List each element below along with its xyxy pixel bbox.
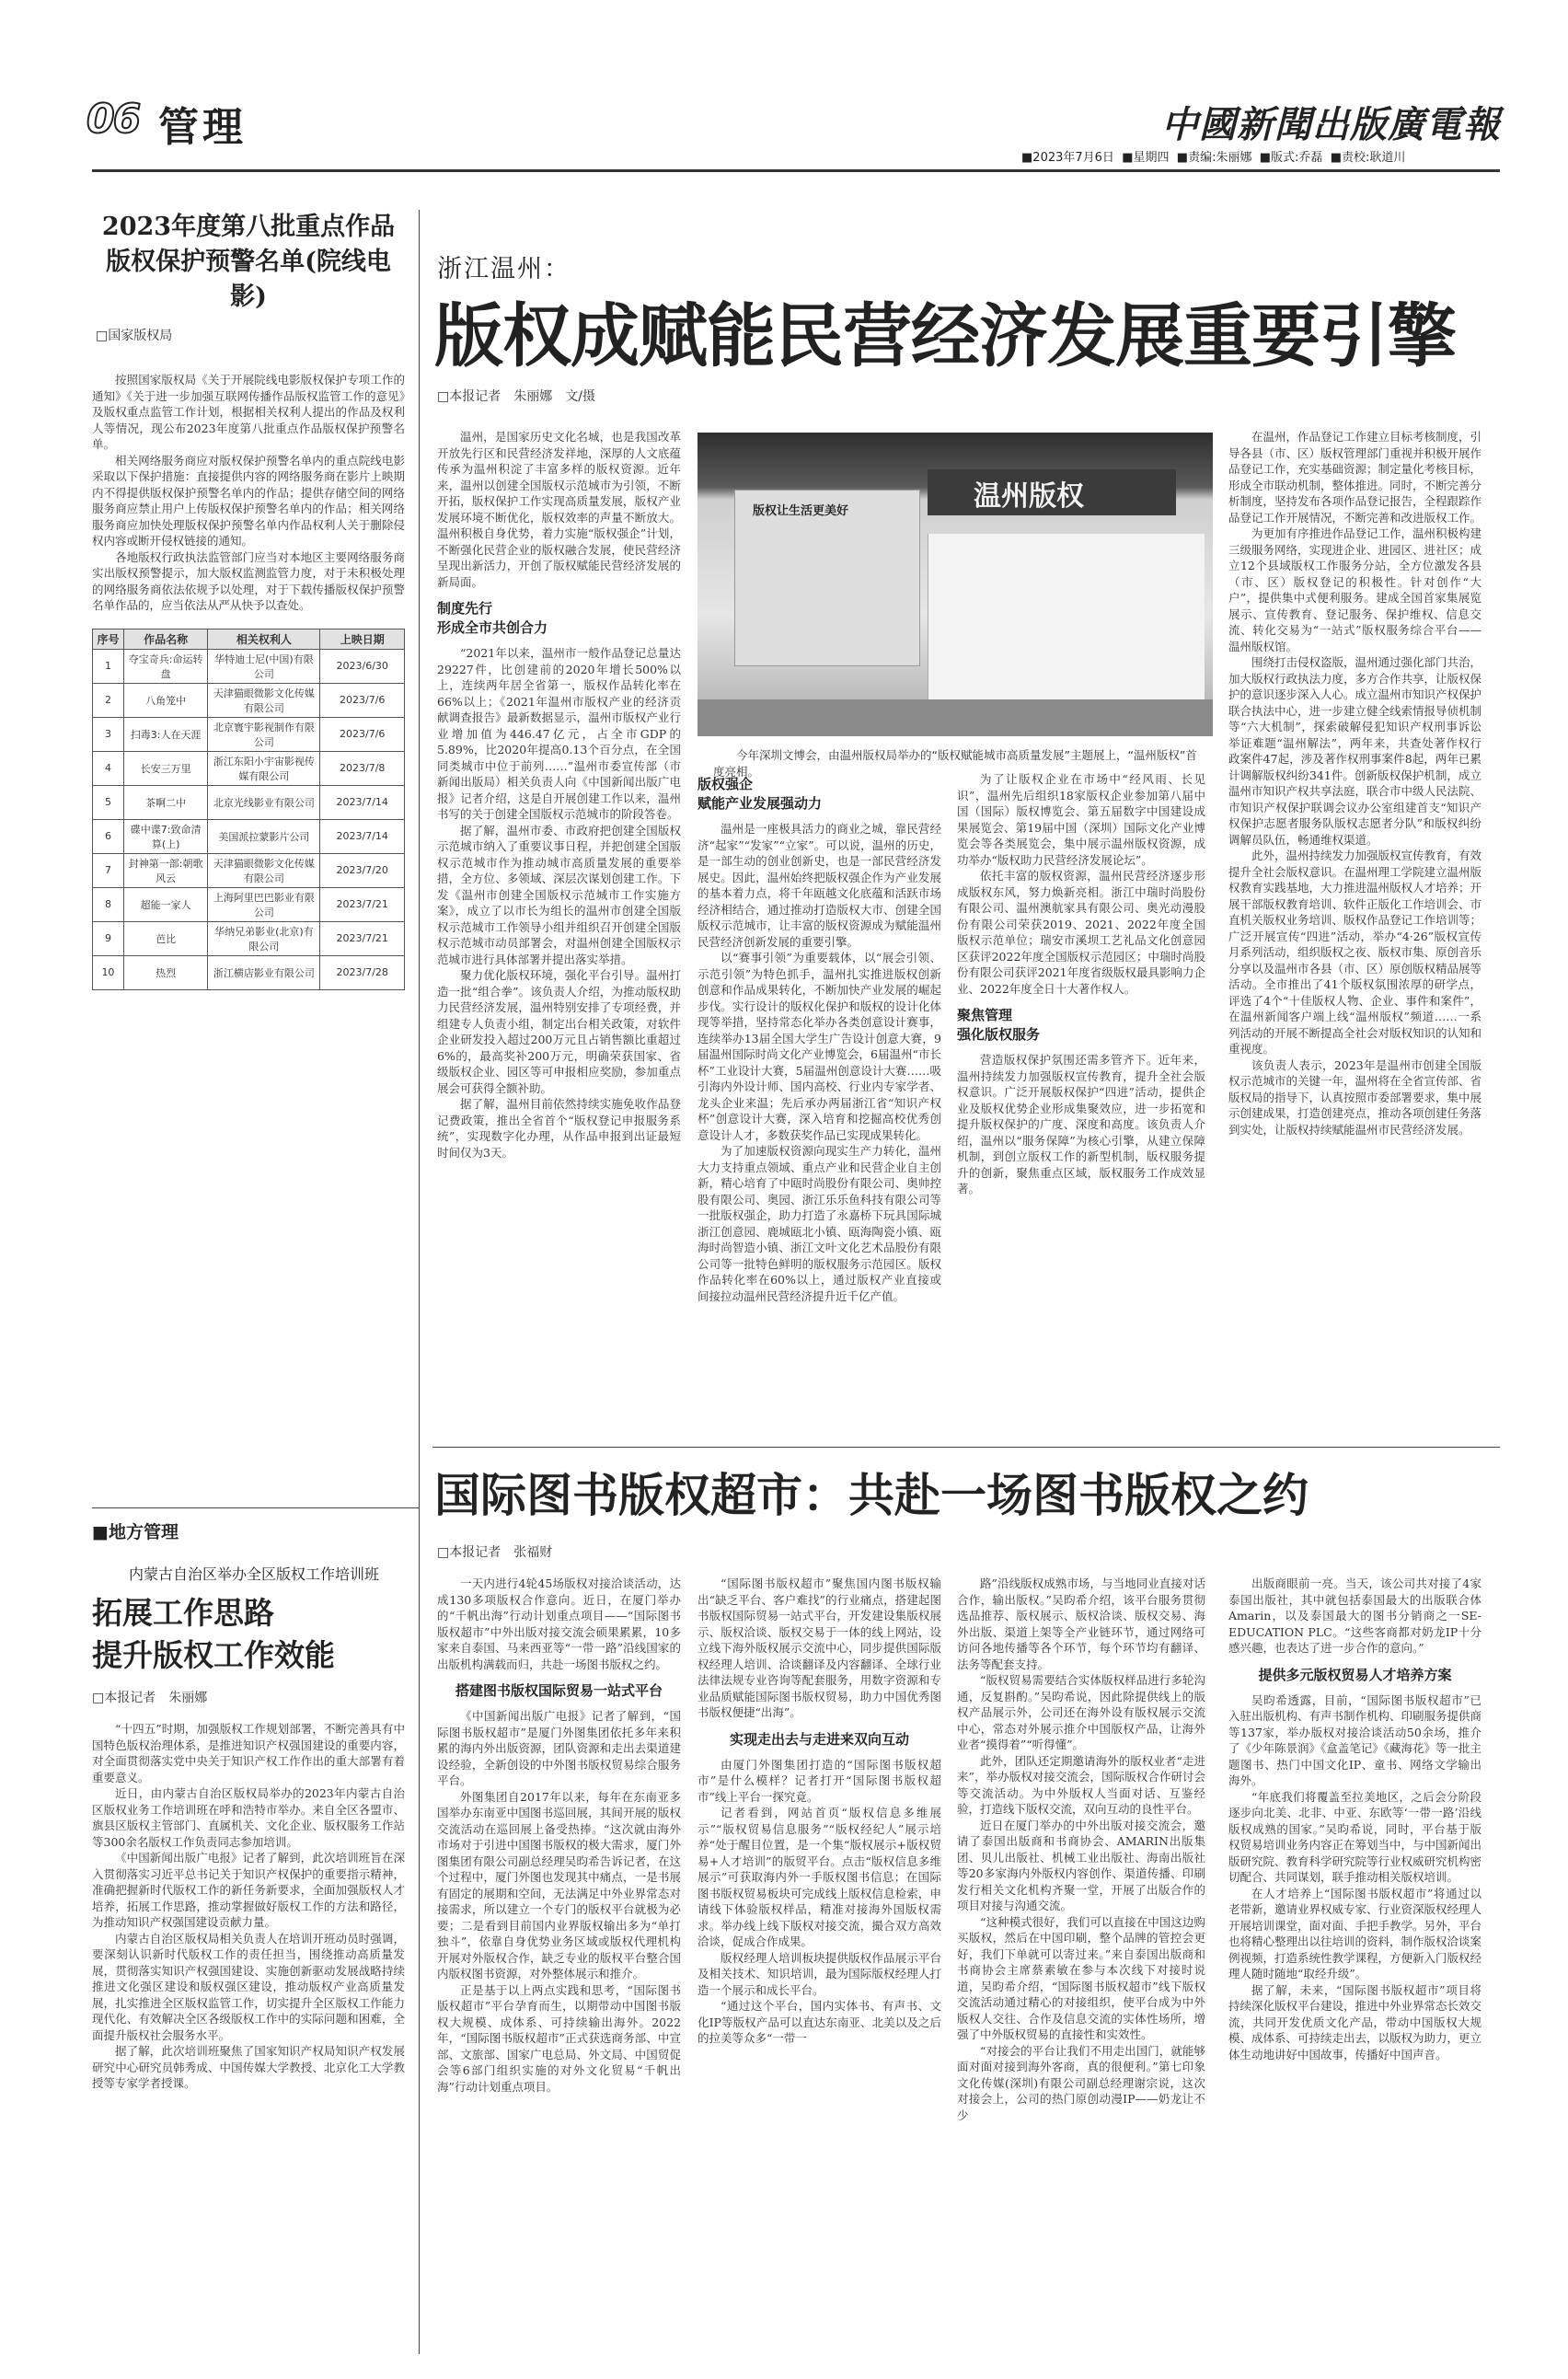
local-kicker: 内蒙古自治区举办全区版权工作培训班 [129,1565,380,1583]
table-row: 5 茶啊二中 北京光线影业有限公司 2023/7/14 [93,785,405,819]
square-bullet-icon: ■ [1330,151,1342,165]
issue-date: 2023年7月6日 [1032,151,1114,165]
books-col-4: 出版商眼前一亮。当天，该公司共对接了4家泰国出版社，其中就包括泰国最大的出版联合体Amarin，以及泰国最大的图书分销商之一SE-EDUCATION PLC。“这些客商都对奶龙IP十分感兴趣，也表达了进一步合作的意向。” 提供多元版权贸易人才培养方案 吴昀希透露，目前，“国际图书版权超市”已入驻出版机构、有声书制作机构、印刷服务提供商等137家，举办版权对接洽谈活动50余场，推介了《少年陈景润》《盒盖笔记》《藏海花》等一批主题图书、热门中国文化IP、童书、网络文学输出海外。 “年底我们将覆盖至拉美地区，之后会分阶段逐步向北美、北非、中亚、东欧等‘一带一路’沿线版权成熟的国家。”吴昀希说，同时，平台基于版权贸易培训业务内容正在筹划当中，与中国新闻出版研究院、教育科学研究院等行业权威研究机构密切配合、共同谋划，联手推动相关版权培训。 在人才培养上“国际图书版权超市”将通过以老带新，邀请业界权威专家、行业资深版权经理人开展培训课堂，面对面、手把手教学。另外，平台也将精心整理出以往培训的资料，制作版权洽谈案例视频，打造系统性教学课程，方便新入门版权经理人随时随地“取经升级”。 据了解，未来，“国际图书版权超市”项目将持续深化版权平台建设，推进中外业界常态长效交流，共同开发优质文化产品，带动中国版权大规模、成体系、可持续走出去，以版权为助力，更立体生动地讲好中国故事，传播好中国声音。 [1228,1576,1482,2061]
table-row: 7 封神第一部:朝歌风云 天津猫眼微影文化传媒有限公司 2023/7/20 [93,853,405,887]
table-row: 2 八角笼中 天津猫眼微影文化传媒有限公司 2023/7/6 [93,683,405,717]
column-header: 序号 [93,629,124,649]
wenzhou-byline: □本报记者 朱丽娜 文/摄 [437,389,595,404]
subheading: 聚焦管理 强化版权服务 [957,1007,1041,1043]
square-bullet-icon: ■ [1176,151,1189,165]
subheading: 提供多元版权贸易人才培养方案 [1258,1666,1452,1683]
wenzhou-kicker: 浙江温州： [437,255,571,283]
table-row: 9 芭比 华纳兄弟影业(北京)有限公司 2023/7/21 [93,921,405,955]
table-row: 1 夺宝奇兵:命运转盘 华特迪士尼(中国)有限公司 2023/6/30 [93,649,405,683]
booth-sign-text: 温州版权 [974,480,1084,513]
books-title: 国际图书版权超市：共赴一场图书版权之约 [434,1468,1309,1522]
wenzhou-col-2: 版权强企 赋能产业发展强动力 温州是一座极具活力的商业之城，靠民营经济“起家”“发家”“立家”。可以说，温州的历史，是一部生动的创业创新史，也是一部民营经济发展史。因此，温州始终把版权强企作为产业发展的基本着力点，将千年瓯越文化底蕴和活跃市场经济相结合，通过推动打造版权大市、创建全国版权示范城市，让丰富的版权资源成为赋能温州民营经济创新发展的重要引擎。 以“赛事引领”为重要载体，以“展会引领、示范引领”为特色抓手，温州扎实推进版权创新创意和作品成果转化，不断加快产业发展的崛起步伐。实行设计的版权化保护和版权的设计化体现等举措，坚持常态化举办各类创意设计赛事，连续举办13届全国大学生广告设计创意大赛，9届温州国际时尚文化产业博览会，6届温州“市长杯”工业设计大赛，5届温州创意设计大赛……吸引海内外设计师、国内高校、行业内专家学者、龙头企业来温；先后承办两届浙江省“知识产权杯”创意设计大赛，深入培育和挖掘高校优秀创意设计人才，多数获奖作品已实现成果转化。 为了加速版权资源向现实生产力转化，温州大力支持重点领域、重点产业和民营企业自主创新，精心培育了中瓯时尚股份有限公司、奥帅控股有限公司、奥园、浙江乐乐鱼科技有限公司等一批版权强企，助力打造了永嘉桥下玩具国际城浙江创意园、鹿城瓯北小镇、瓯海陶瓷小镇、瓯海时尚智造小镇、浙江文叶文化艺术品股份有限公司等一批特色鲜明的版权服务示范园区。版权作品转化率在60%以上，通过版权产业直接或间接拉动温州民营经济提升近千亿产值。 [698,776,941,1303]
column-divider [419,210,420,2354]
table-row: 4 长安三万里 浙江东阳小宇宙影视传媒有限公司 2023/7/8 [93,751,405,785]
local-body: “十四五”时期，加强版权工作规划部署，不断完善具有中国特色版权治理体系，是推进知识产权强国建设的重要内容，对全面贯彻落实党中央关于知识产权工作作出的重大部署有着重要意义。 近日，由内蒙古自治区版权局举办的2023年内蒙古自治区版权业务工作培训班在呼和浩特市举办。来自全区各盟市、旗县区版权主管部门、直属机关、文化企业、版权服务工作站等300余名版权工作负责同志参加培训。 《中国新闻出版广电报》记者了解到，此次培训班旨在深入贯彻落实习近平总书记关于知识产权保护的重要指示精神，准确把握新时代版权工作的新任务新要求，全面加强版权人才培养，拓展工作思路，推动掌握做好版权工作的方法和路径，为推动知识产权强国建设贡献力量。 内蒙古自治区版权局相关负责人在培训开班动员时强调，要深刻认识新时代版权工作的责任担当，围绕推动高质量发展，贯彻落实知识产权强国建设、实施创新驱动发展战略持续推进文化强区建设和版权强区建设，推动版权产业高质量发展，扎实推进全区版权监管工作，切实提升全区版权工作能力现代化、有效解决全区各级版权工作中的实际问题和困难，全面提升版权社会服务水平。 据了解，此次培训班聚焦了国家知识产权局知识产权发展研究中心研究员韩秀成、中国传媒大学教授、北京化工大学教授等专家学者授课。 [92,1722,405,2090]
warning-list-article [92,210,405,990]
table-row: 3 扫毒3:人在天涯 北京寰宇影视制作有限公司 2023/7/6 [93,717,405,751]
table-row: 10 热烈 浙江横店影业有限公司 2023/7/28 [93,955,405,989]
masthead-rule [92,169,1500,172]
issue-weekday: 星期四 [1133,151,1170,165]
subheading: 版权强企 赋能产业发展强动力 [698,776,823,812]
wenzhou-intro: 温州，是国家历史文化名城，也是我国改革开放先行区和民营经济发祥地，深厚的人文底蕴传承为温州积淀了丰富多样的版权资源。近年来，温州以创建全国版权示范城市为引领，不断开拓，版权保护工作实现高质量发展，版权产业发展环境不断优化，版权效率的声量不断放大。温州积极自身优势，着力实施“版权强企”计划，不断强化民营企业的版权融合发展，使民营经济呈现出新活力，开创了版权赋能民营经济发展的新局面。 制度先行 形成全市共创合力 “2021年以来，温州市一般作品登记总量达29227件，比创建前的2020年增长500%以上，连续两年居全省第一，版权作品转化率在66%以上；《2021年温州市版权产业的经济贡献调查报告》最新数据显示，温州市版权产业行业增加值为446.47亿元，占全市GDP的5.89%，比2020年提高0.13个百分点，在全国同类城市中位于前列……”温州市委宣传部（市新闻出版局）相关负责人向《中国新闻出版广电报》记者介绍，这是自开展创建工作以来，温州书写的关于创建全国版权示范城市的阶段答卷。 据了解，温州市委、市政府把创建全国版权示范城市纳入了重要议事日程，并把创建全国版权示范城市作为推动城市高质量发展的重要举措，全方位、多领域、深层次谋划创建工作。下发《温州市创建全国版权示范城市工作实施方案》，成立了以市长为组长的温州市创建全国版权示范城市工作领导小组并组织召开创建全国版权示范城市动员部署会，对温州创建全国版权示范城市进行具体部署并提出落实举措。 聚力优化版权环境，强化平台引导。温州打造一批“组合拳”。该负责人介绍，为推动版权助力民营经济发展，温州特别安排了专项经费，并组建专人负责小组，制定出台相关政策，对软件企业研发投入超过200万元且占销售额比重超过6%的，最高奖补200万元，明确荣获国家、省级版权企业、园区等可申报相应奖励，参加重点展会可获得全额补助。 据了解，温州目前依然持续实施免收作品登记费政策，推出全省首个“版权登记申报服务系统”，实现数字化办理，从作品申报到出证最短时间仅为3天。 [437,430,681,1160]
exhibition-photo [698,433,1213,736]
square-bullet-icon: ■ [1122,151,1134,165]
wenzhou-col-4: 在温州，作品登记工作建立目标考核制度，引导各县（市、区）版权管理部门重视并积极开展作品登记工作，充实基础资源；制定量化考核目标，形成全市联动机制，整体推进。同时，不断完善分析制度，坚持发布各项作品登记报告，全程跟踪作品登记工作开展情况，不断完善和改进版权工作。 为更加有序推进作品登记工作，温州积极构建三级服务网络，实现进企业、进园区、进社区；成立12个县域版权工作服务分站，全方位激发各县（市、区）版权登记的积极性。针对创作“大户”，提供集中式便利服务。建成全国首家集展览展示、宣传教育、登记服务、保护维权、信息交流、转化交易为“一站式”版权服务综合平台——温州版权馆。 围绕打击侵权盗版，温州通过强化部门共治，加大版权行政执法力度，多方合作共享，让版权保护的意识逐步深入人心。成立温州市知识产权保护联合执法中心，进一步建立健全线索情报导侦机制等“六大机制”，探索破解侵犯知识产权刑事诉讼举证难题“温州解法”，两年来，共查处著作权行政案件47起，涉及著作权刑事案件8起，两年已累计调解版权纠纷341件。创新版权保护机制，成立温州市知识产权共享法庭，联合市中级人民法院、市知识产权保护联调会议办公室组建首支“知识产权保护志愿者服务队版权志愿者分队”和版权纠纷调解员队伍，畅通维权渠道。 此外，温州持续发力加强版权宣传教育，有效提升全社会版权意识。在温州理工学院建立温州版权教育实践基地，大力推进温州版权人才培养；开展干部版权教育培训、软件正版化工作培训会、市直机关版权业务培训、版权作品登记工作培训等；广泛开展宣传“四进”活动，举办“4·26”版权宣传月系列活动，组织版权之夜、版权市集、原创音乐分享以及温州市各县（市、区）原创版权精品展等活动。全市推出了41个版权氛围浓厚的研学点，评选了4个“十佳版权人物、企业、事件和案件”，在温州新闻客户端上线“温州版权”频道……一系列活动的开展不断提高全社会对版权知识的认知和重视度。 该负责人表示，2023年是温州市创建全国版权示范城市的关键一年，温州将在全省宣传部、省版权局的指导下，认真按照市委部署要求，集中展示创建成果，打造创建亮点，推动各项创建任务落到实处，让版权持续赋能温州市民营经济发展。 [1228,430,1482,1137]
subheading: 制度先行 形成全市共创合力 [437,600,548,636]
section-divider [92,1507,419,1508]
subheading: 实现走出去与走进来双向互动 [729,1730,909,1748]
section-title: 管理 [158,104,247,151]
column-header: 相关权利人 [208,629,320,649]
booth-banner-text: 版权让生活更美好 [753,504,849,518]
column-label: ■地方管理 [92,1522,179,1542]
local-title: 拓展工作思路 提升版权工作效能 [92,1595,335,1673]
books-byline: □本报记者 张福财 [437,1545,553,1560]
books-col-1: 一天内进行4轮45场版权对接洽谈活动，达成130多项版权合作意向。近日，在厦门举办的“千帆出海”行动计划重点项目——“国际图书版权超市”中外出版对接交流会硕果累累，10多家来自泰国、马来西亚等“一带一路”沿线国家的出版机构满载而归，共赴一场图书版权之约。 搭建图书版权国际贸易一站式平台 《中国新闻出版广电报》记者了解到，“国际图书版权超市”是厦门外图集团依托多年来积累的海内外出版资源，团队资源和走出去渠道建设经验，全新创设的中外图书版权贸易综合服务平台。 外图集团自2017年以来，每年在东南亚多国举办东南亚中国图书巡回展，其间开展的版权交流活动在巡回展上备受热捧。“这次就由海外市场对于引进中国图书版权的极大需求，厦门外图集团有限公司副总经理吴昀希告诉记者，在这个过程中，厦门外图也发现其中痛点，一是书展有固定的展期和空间，无法满足中外业界常态对接需求，所以建立一个专门的版权平台就极为必要；二是看到目前国内业界版权输出多为“单打独斗”，依靠自身优势业务区域或版权代理机构开展对外版权合作，缺乏专业的版权平台整合国内版权图书资源，对外整体展示和推介。 正是基于以上两点实践和思考，“国际图书版权超市”平台孕育而生，以期带动中国图书版权大规模、成体系、可持续输出海外。2022年，“国际图书版权超市”正式获选商务部、中宣部、文旅部、国家广电总局、外文局、中国贸促会等6部门组织实施的对外文化贸易“千帆出海”行动计划重点项目。 [437,1576,681,2094]
paper-name-logo: 中國新聞出版廣電報 [1161,103,1501,146]
warning-list-title: 2023年度第八批重点作品 版权保护预警名单(院线电影) [101,213,396,311]
booth-counter [928,534,1205,699]
proofreader-credit: 责校:耿道川 [1341,151,1406,165]
column-header: 上映日期 [320,629,405,649]
column-header: 作品名称 [123,629,208,649]
books-col-3: 路”沿线版权成熟市场，与当地同业直接对话合作，输出版权。”吴昀希介绍，该平台服务贯彻选品推荐、版权展示、版权洽谈、版权交易、海外出版、渠道上架等全产业链环节，通过网络可访问各地传播等各个环节，每个环节均有翻译、法务等配套支持。 “版权贸易需要结合实体版权样品进行多轮沟通，反复斟酌。”吴昀希说，因此除提供线上的版权产品展示外，公司还在海外设有版权展示交流中心，常态对外展示推介中国版权产品，让海外业者“摸得着”“听得懂”。 此外，团队还定期邀请海外的版权业者“走进来”，举办版权对接交流会，国际版权合作研讨会等交流活动。为中外版权人当面对话、互鉴经验，打造线下版权交流，双向互动的良性平台。 近日在厦门举办的中外出版对接交流会，邀请了泰国出版商和书商协会、AMARIN出版集团、贝儿出版社、机械工业出版社、海南出版社等20多家海内外版权内容创作、渠道传播、印刷发行相关文化机构齐聚一堂，开展了出版合作的项目对接与沟通交流。 “这种模式很好，我们可以直接在中国这边购买版权，然后在中国印刷，整个品牌的管控会更好，我们下单就可以寄过来。”来自泰国出版商和书商协会主席蔡素敏在参与本次线下对接时说道，吴昀希介绍，“国际图书版权超市”线下版权交流活动通过精心的对接组织，使平台成为中外版权人交往、合作及信息交流的实体性场所，增强了中外版权贸易的直接性和实效性。 “对接会的平台让我们不用走出国门，就能够面对面对接到海外客商，真的很便利。”第七印象文化传媒(深圳)有限公司副总经理谢宗说，这次对接会上，公司的热门原创动漫IP——奶龙让不少 [957,1576,1205,2122]
local-management-article [92,1519,405,2092]
books-col-2: “国际图书版权超市”聚焦国内图书版权输出“缺乏平台、客户难找”的行业痛点，搭建起图书版权国际贸易一站式平台，开发建设集版权展示、版权洽谈、版权交易于一体的线上网站，设立线下海外版权展示交流中心，同步提供国际版权经理人培训、洽谈翻译及内容翻译、全球行业法律法规专业咨询等配套服务，用数字资源和专业品质赋能国际图书版权贸易，助力中国优秀图书版权便捷“出海”。 实现走出去与走进来双向互动 由厦门外图集团打造的“国际图书版权超市”是什么模样？记者打开“国际图书版权超市”线上平台一探究竟。 记者看到，网站首页“版权信息多维展示”“版权贸易信息服务”“版权经纪人”展示培养“处于醒目位置，是一个集“版权展示+版权贸易+人才培训”的版贸平台。点击“版权信息多维展示”可获取海内外一手版权图书信息；在国际图书版权贸易板块可完成线上版权信息检索，申请线下体验版权样品，精准对接海外国版权需求。举办线上线下版权对接交流，撮合双方高效洽谈，促成合作成果。 版权经理人培训板块提供版权作品展示平台及相关技术、知识培训，最为国际版权经理人打造一个展示和成长平台。 “通过这个平台，国内实体书、有声书、文化IP等版权产品可以直达东南亚、北美以及之后的拉美等众多“一带一 [698,1576,941,2045]
wenzhou-col-3: 为了让版权企业在市场中“经风雨、长见识”，温州先后组织18家版权企业参加第八届中国（国际）版权博览会、第五届数字中国建设成果展览会、第19届中国（深圳）国际文化产业博览会等各类展览会，集中展示温州版权资源，成功举办“版权助力民营经济发展论坛”。 依托丰富的版权资源，温州民营经济逐步形成版权东风，努力焕新亮相。浙江中瑞时尚股份有限公司、温州澳航家具有限公司、奥光动漫股份有限公司荣获2019、2021、2022年度全国版权示范单位；瑞安市溪坝工艺礼品文化创意园区获评2022年度全国版权示范园区；中瑞时尚股份有限公司获评2021年度省级版权最具影响力企业、2022年度全日十大著作权人。 聚焦管理 强化版权服务 营造版权保护氛围还需多管齐下。近年来，温州持续发力加强版权宣传教育，提升全社会版权意识。广泛开展版权保护“四进”活动，提供企业及版权优势企业形成集聚效应，进一步拓宽和提升版权保护的广度、深度和高度。该负责人介绍，温州以“服务保障”为核心引擎，从建立保障机制，到创立版权工作的新型机制，版权服务提升的创新，聚焦重点区域，版权服务工作成效显著。 [957,772,1205,1195]
editor-credit: 责编:朱丽娜 [1188,151,1252,165]
masthead [0,0,1568,175]
subheading: 搭建图书版权国际贸易一站式平台 [455,1682,663,1699]
warning-list-table [92,629,405,990]
warning-list-source: □国家版权局 [96,329,173,343]
warning-list-body: 按照国家版权局《关于开展院线电影版权保护专项工作的通知》《关于进一步加强互联网传播作品版权监管工作的意见》及版权重点监管工作计划，根据相关权利人提出的作品及权利人等情况，现公布2023年度第八批重点作品版权保护预警名单。 相关网络服务商应对版权保护预警名单内的重点院线电影采取以下保护措施：直接提供内容的网络服务商在影片上映期内不得提供版权保护预警名单内的作品；提供存储空间的网络服务商应禁止用户上传版权保护预警名单内的作品；相关网络服务商应加快处理版权保护预警名单内作品权利人关于删除侵权内容或断开侵权链接的通知。 各地版权行政执法监管部门应当对本地区主要网络服务商实出版权预警提示，加大版权监测监管力度，对于未积极处理的网络服务商依法依规予以处理，对于下载传播版权保护预警名单作品的，应当依法从严从快予以查处。 [92,373,405,612]
square-bullet-icon: ■ [1021,151,1033,165]
designer-credit: 版式:乔磊 [1271,151,1323,165]
section-divider [432,1447,1500,1448]
table-row: 6 碟中谍7:致命清算(上) 美国派拉蒙影片公司 2023/7/14 [93,819,405,853]
table-row: 8 超能一家人 上海阿里巴巴影业有限公司 2023/7/21 [93,887,405,921]
wenzhou-title: 版权成赋能民营经济发展重要引擎 [434,295,1457,376]
local-byline: □本报记者 朱丽娜 [92,1691,208,1705]
photo-caption: 今年深圳文博会，由温州版权局举办的“版权赋能城市高质量发展”主题展上，“温州版权”首度亮相。 [713,748,1197,779]
masthead-info [1021,147,1405,165]
booth-floor [698,699,1213,736]
table-header-row [93,629,405,649]
square-bullet-icon: ■ [1259,151,1272,165]
page-number: 06 [86,96,140,143]
